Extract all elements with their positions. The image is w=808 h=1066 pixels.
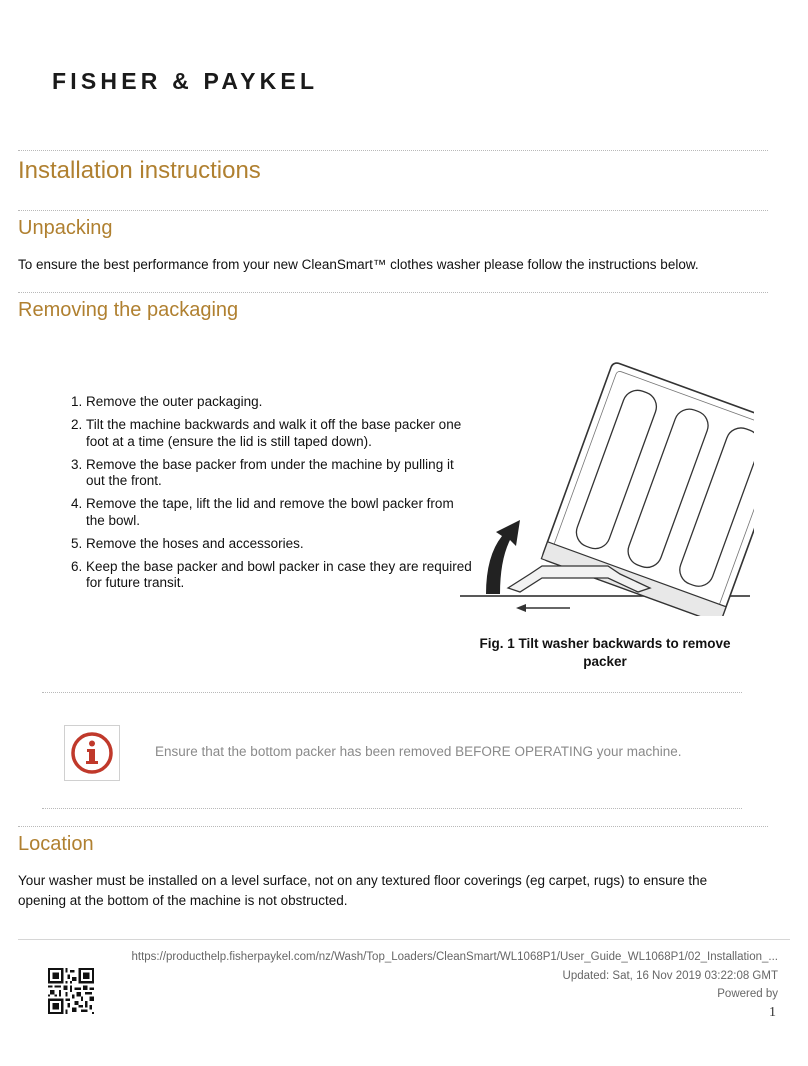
steps-list	[52, 394, 476, 598]
section-heading-removing-packaging: Removing the packaging	[18, 299, 239, 321]
notice-text: Ensure that the bottom packer has been removed BEFORE OPERATING your machine.	[155, 744, 682, 759]
page-number: 1	[769, 1005, 776, 1020]
divider	[18, 826, 768, 827]
info-icon	[65, 726, 119, 780]
notice-icon-frame	[64, 725, 120, 781]
qr-code	[48, 968, 94, 1014]
step-item: 3. Remove the base packer from under the machine by pulling it out the front.	[86, 457, 476, 490]
section-heading-unpacking: Unpacking	[18, 217, 113, 239]
divider	[42, 692, 742, 693]
step-item: 1. Remove the outer packaging.	[86, 394, 476, 411]
location-text: Your washer must be installed on a level surface, not on any textured floor coverings (eg carpet, rugs) to ensure the opening at the bottom of the machine is not obstructed.	[18, 873, 708, 908]
footer-url[interactable]: https://producthelp.fisherpaykel.com/nz/Wash/Top_Loaders/CleanSmart/WL1068P1/User_Guide_WL1068P1/02_Installation_...	[131, 951, 778, 963]
divider	[18, 210, 768, 211]
section-heading-location: Location	[18, 833, 94, 855]
step-item: 4. Remove the tape, lift the lid and remove the bowl packer from the bowl.	[86, 496, 476, 529]
step-item: 2. Tilt the machine backwards and walk it off the base packer one foot at a time (ensure the lid is still taped down).	[86, 417, 476, 450]
figure-caption: Fig. 1 Tilt washer backwards to remove packer	[479, 636, 731, 669]
divider	[18, 150, 768, 151]
washer-tilt-illustration	[458, 356, 754, 616]
footer-divider	[18, 939, 790, 940]
step-item: 6. Keep the base packer and bowl packer in case they are required for future transit.	[86, 559, 476, 592]
divider	[18, 292, 768, 293]
page-title: Installation instructions	[18, 157, 261, 184]
unpacking-text: To ensure the best performance from your new CleanSmart™ clothes washer please follow the instructions below.	[18, 257, 699, 272]
footer-updated: Updated: Sat, 16 Nov 2019 03:22:08 GMT	[562, 970, 778, 982]
brand-logo: FISHER & PAYKEL	[52, 68, 319, 94]
step-item: 5. Remove the hoses and accessories.	[86, 536, 476, 553]
divider	[42, 808, 742, 809]
footer-powered-by: Powered by	[717, 988, 778, 1000]
